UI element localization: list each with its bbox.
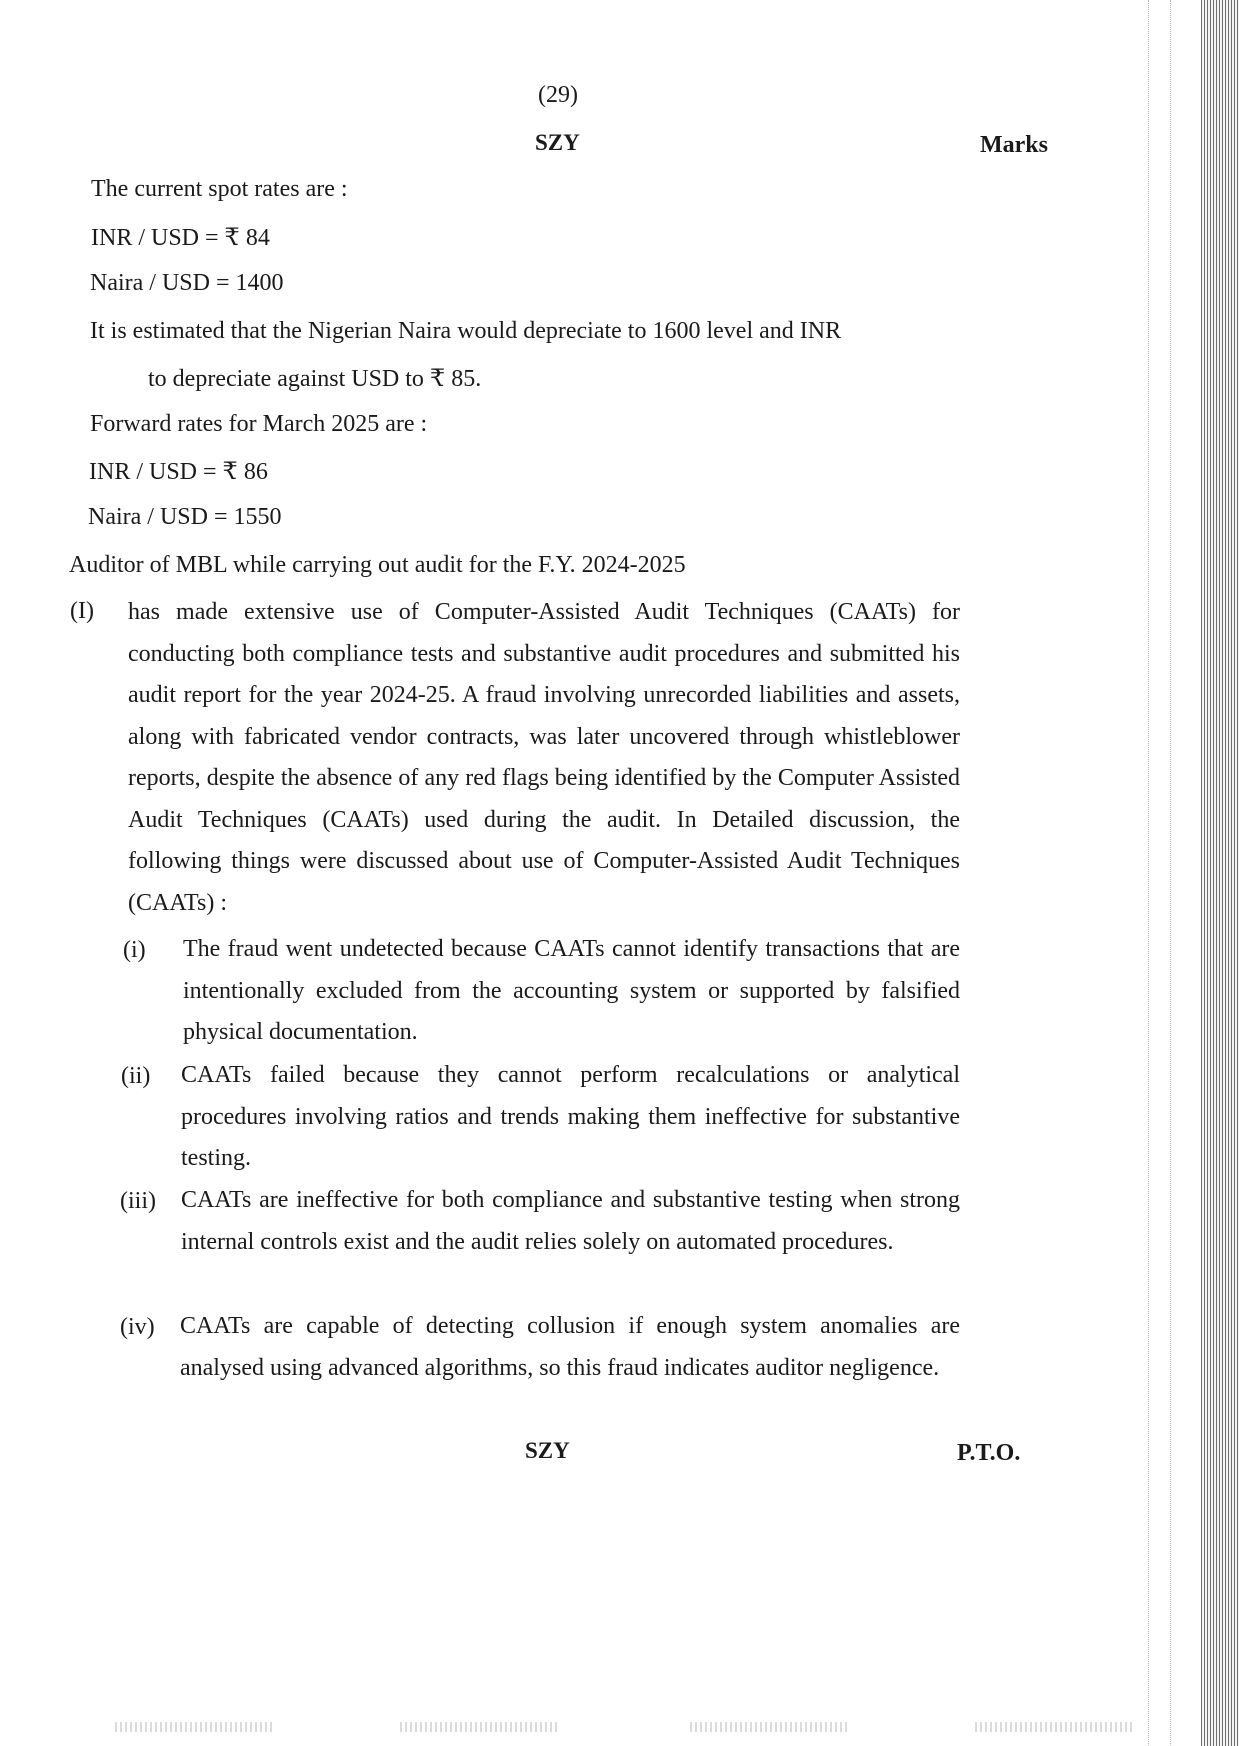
estimate-line-1: It is estimated that the Nigerian Naira would depreciate to 1600 level and INR xyxy=(90,318,842,344)
option-label-ii: (ii) xyxy=(121,1063,151,1089)
scan-artifact xyxy=(975,1722,1135,1732)
question-text: has made extensive use of Computer-Assisted Audit Techniques (CAATs) for conducting both compliance tests and substantive audit procedures and submitted his audit report for the year 2024-25. A fraud involving unrecorded liabilities and assets, along with fabricated vendor contracts, was later uncovered through whistleblower reports, despite the absence of any red flags being identified by the Computer Assisted Audit Techniques (CAATs) used during the audit. In Detailed discussion, the following things were discussed about use of Computer-Assisted Audit Techniques (CAATs) : xyxy=(128,599,960,916)
scan-guide-line xyxy=(1170,0,1171,1746)
option-label-i: (i) xyxy=(123,937,146,963)
header-paper-code: SZY xyxy=(535,130,580,155)
scan-guide-line xyxy=(1148,0,1149,1746)
question-label: (I) xyxy=(70,598,94,624)
option-label-iii: (iii) xyxy=(120,1188,156,1214)
scan-artifact xyxy=(400,1722,560,1732)
option-text-i: The fraud went undetected because CAATs cannot identify transactions that are intentionally excluded from the accounting system or supported by falsified physical documentation. xyxy=(183,936,960,1045)
option-text-iii: CAATs are ineffective for both compliance and substantive testing when strong internal controls exist and the audit relies solely on automated procedures. xyxy=(181,1187,960,1255)
spot-rate-inr: INR / USD = ₹ 84 xyxy=(91,225,270,251)
spot-rates-intro: The current spot rates are : xyxy=(91,176,348,202)
auditor-intro: Auditor of MBL while carrying out audit for the F.Y. 2024-2025 xyxy=(69,552,686,578)
estimate-line-2: to depreciate against USD to ₹ 85. xyxy=(148,366,482,392)
scan-artifact xyxy=(115,1722,275,1732)
scan-artifact xyxy=(690,1722,850,1732)
spot-rate-naira: Naira / USD = 1400 xyxy=(90,270,284,296)
forward-rate-inr: INR / USD = ₹ 86 xyxy=(89,459,268,485)
option-label-iv: (iv) xyxy=(120,1314,155,1340)
marks-column-header: Marks xyxy=(980,132,1048,158)
forward-rate-naira: Naira / USD = 1550 xyxy=(88,504,282,530)
please-turn-over: P.T.O. xyxy=(957,1440,1021,1466)
scan-edge-pattern xyxy=(1201,0,1239,1746)
footer-paper-code: SZY xyxy=(525,1438,570,1463)
option-text-ii: CAATs failed because they cannot perform recalculations or analytical procedures involving ratios and trends making them ineffective for substantive testing. xyxy=(181,1062,960,1171)
option-text-iv: CAATs are capable of detecting collusion if enough system anomalies are analysed using advanced algorithms, so this fraud indicates auditor negligence. xyxy=(180,1313,960,1381)
forward-rates-intro: Forward rates for March 2025 are : xyxy=(90,411,428,437)
page-number: (29) xyxy=(538,82,578,108)
